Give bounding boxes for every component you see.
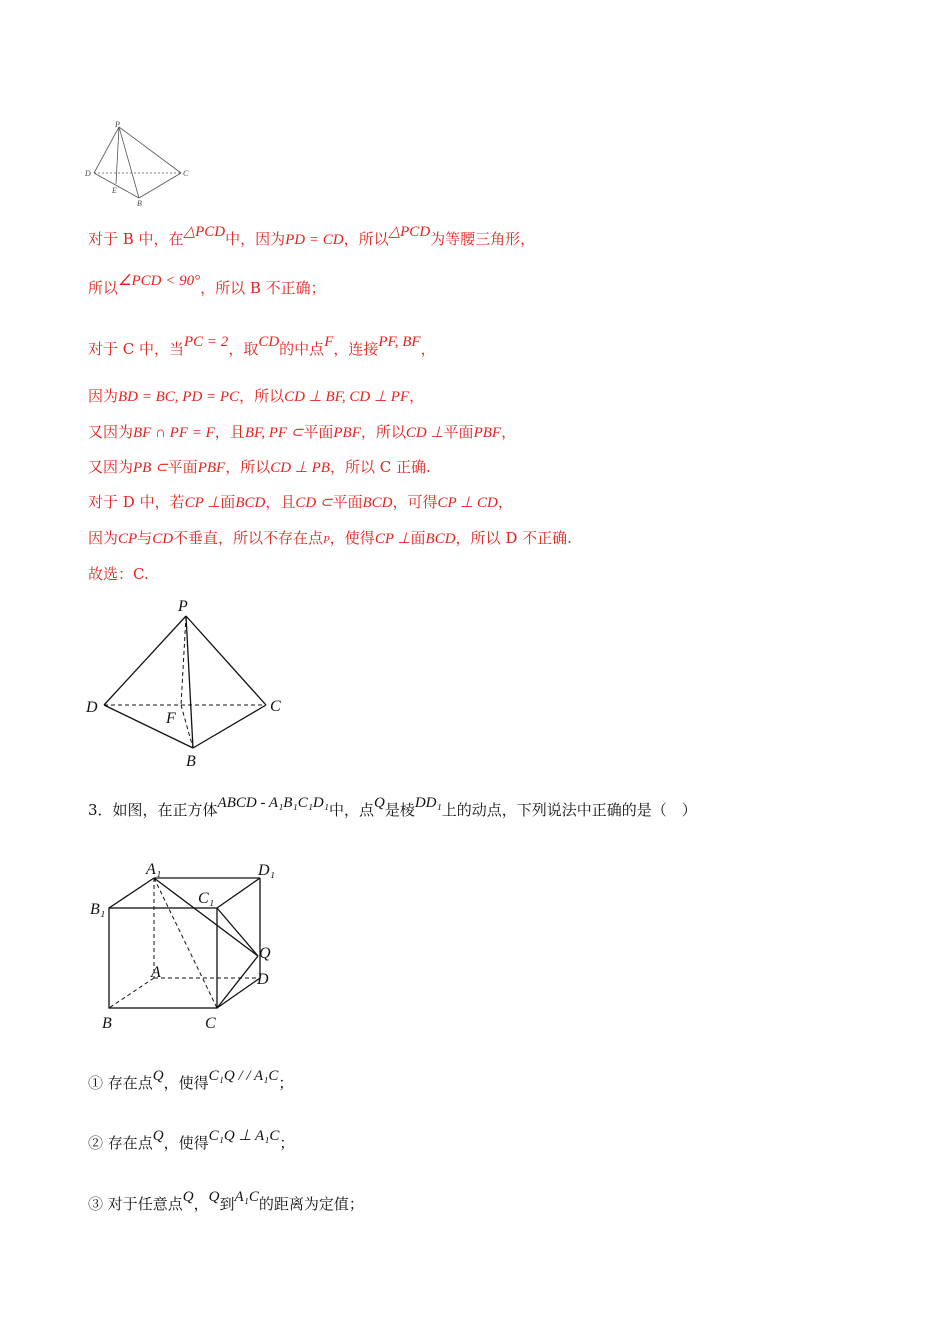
fig2-label-d: D <box>86 699 98 716</box>
solution-line-8 <box>88 528 572 550</box>
text: 为等腰三角形， <box>430 230 536 248</box>
math: Q <box>152 1128 164 1144</box>
text: 平面 <box>443 423 474 441</box>
math: BCD <box>235 495 266 511</box>
text: ② 存在点 <box>88 1134 153 1152</box>
figure-cube <box>84 852 294 1036</box>
math: BF ∩ PF = F <box>133 425 215 441</box>
text: ① 存在点 <box>88 1074 153 1092</box>
math: △PCD <box>388 224 431 240</box>
fig2-label-f: F <box>166 710 176 727</box>
text: ； <box>279 1134 295 1152</box>
math: PBF <box>333 425 361 441</box>
math: BF, PF ⊂ <box>244 425 304 441</box>
math: PF, BF <box>378 334 421 350</box>
text: ，且 <box>265 493 296 511</box>
option-3 <box>88 1189 364 1215</box>
fig3-label-c: C <box>205 1015 216 1032</box>
math: CP ⊥ CD <box>437 495 498 511</box>
math: PC = 2 <box>184 334 229 350</box>
fig2-label-p: P <box>178 598 188 615</box>
text: 对于 C 中，当 <box>88 340 185 358</box>
math: CD ⊥ PB <box>270 460 330 476</box>
text: 的中点 <box>279 340 325 358</box>
fig3-label-d1: D₁ <box>258 862 276 879</box>
text: 平面 <box>303 423 334 441</box>
math: CD <box>152 531 174 547</box>
fig2-label-c: C <box>270 698 281 715</box>
fig3-label-b1: B₁ <box>90 901 106 918</box>
text: ， <box>501 423 517 441</box>
text: ，所以 <box>225 458 271 476</box>
math: CD ⊥ BF, CD ⊥ PF <box>284 389 410 405</box>
math: BD = BC, PD = PC <box>118 389 240 405</box>
fig3-label-a1: A₁ <box>146 861 162 878</box>
text: 上的动点，下列说法中正确的是（ ） <box>441 801 697 819</box>
text: ，使得 <box>163 1134 209 1152</box>
math: CP ⊥ <box>374 531 411 547</box>
text: ③ 对于任意点 <box>88 1195 183 1213</box>
math: CP <box>118 531 138 547</box>
math: Q <box>208 1189 220 1205</box>
text: 对于 B 中，在 <box>88 230 184 248</box>
text: 3．如图，在正方体 <box>88 801 218 819</box>
math: BCD <box>425 531 456 547</box>
math: CP ⊥ <box>184 495 221 511</box>
text: ，取 <box>228 340 259 358</box>
math: F <box>324 334 334 350</box>
text: 平面 <box>332 493 363 511</box>
text: 的距离为定值； <box>258 1195 364 1213</box>
text: 面 <box>220 493 236 511</box>
text: ，且 <box>214 423 245 441</box>
math: DD₁ <box>414 795 442 811</box>
text: 所以 <box>88 279 119 297</box>
math: CD ⊂ <box>295 495 333 511</box>
math: C₁Q / / A₁C <box>208 1068 279 1084</box>
math: CD ⊥ <box>405 425 444 441</box>
math: PB ⊂ <box>133 460 168 476</box>
math: △PCD <box>183 224 226 240</box>
text: 平面 <box>167 458 198 476</box>
math: Q <box>152 1068 164 1084</box>
math: A₁C <box>234 1189 259 1205</box>
text: ，所以 <box>360 423 406 441</box>
text: ，连接 <box>333 340 379 358</box>
math: P <box>323 534 330 546</box>
fig3-label-q: Q <box>259 945 271 962</box>
text: 是棱 <box>384 801 415 819</box>
text: ， <box>409 387 425 405</box>
fig1-label-c: C <box>183 169 189 178</box>
math: PD = CD <box>285 232 344 248</box>
fig1-label-d: D <box>85 169 91 178</box>
math: Q <box>182 1189 194 1205</box>
text: ，可得 <box>392 493 438 511</box>
figure-tetrahedron <box>80 592 295 770</box>
question-3 <box>88 795 697 821</box>
solution-line-5 <box>88 422 516 443</box>
text: 又因为 <box>88 458 134 476</box>
text: ，所以 C 正确. <box>329 458 431 476</box>
math: PBF <box>473 425 502 441</box>
option-2 <box>88 1128 295 1154</box>
text: 因为 <box>88 529 119 547</box>
text: 中，因为 <box>225 230 286 248</box>
fig1-label-e: E <box>112 186 117 195</box>
solution-line-3 <box>88 334 436 360</box>
math: BCD <box>362 495 393 511</box>
text: 中，点 <box>328 801 374 819</box>
figure-small-tetrahedron <box>82 118 197 210</box>
text: 面 <box>410 529 426 547</box>
math: ∠PCD < 90° <box>118 273 201 289</box>
text: 对于 D 中，若 <box>88 493 185 511</box>
fig3-label-a: A <box>151 964 161 981</box>
math: CD <box>258 334 280 350</box>
text: ，所以 <box>343 230 389 248</box>
solution-line-6 <box>88 457 431 478</box>
fig3-label-c1: C₁ <box>198 890 215 907</box>
text: ，所以 <box>239 387 285 405</box>
text: 因为 <box>88 387 119 405</box>
fig3-label-b: B <box>102 1015 112 1032</box>
math: PBF <box>197 460 226 476</box>
text: ， <box>420 340 436 358</box>
text: ，使得 <box>163 1074 209 1092</box>
solution-line-7 <box>88 492 513 513</box>
text: 不垂直，所以不存在点 <box>173 529 324 547</box>
fig1-label-p: P <box>115 120 120 129</box>
math: ABCD - A₁B₁C₁D₁ <box>217 795 329 811</box>
text: ， <box>193 1195 209 1213</box>
solution-line-4 <box>88 386 424 407</box>
text: ，使得 <box>329 529 375 547</box>
fig1-label-b: B <box>137 199 142 208</box>
text: 到 <box>219 1195 235 1213</box>
text: ，所以 B 不正确； <box>200 279 326 297</box>
math: C₁Q ⊥ A₁C <box>208 1128 280 1144</box>
solution-line-1 <box>88 224 536 250</box>
fig2-label-b: B <box>186 753 196 770</box>
solution-line-9 <box>88 564 149 584</box>
text: 与 <box>137 529 153 547</box>
option-1 <box>88 1068 294 1094</box>
text: ，所以 D 不正确. <box>455 529 572 547</box>
text: 又因为 <box>88 423 134 441</box>
text: 故选：C. <box>88 565 149 583</box>
solution-line-2 <box>88 273 326 299</box>
text: ， <box>497 493 513 511</box>
fig3-label-d: D <box>257 971 269 988</box>
text: ； <box>278 1074 294 1092</box>
math: Q <box>373 795 385 811</box>
